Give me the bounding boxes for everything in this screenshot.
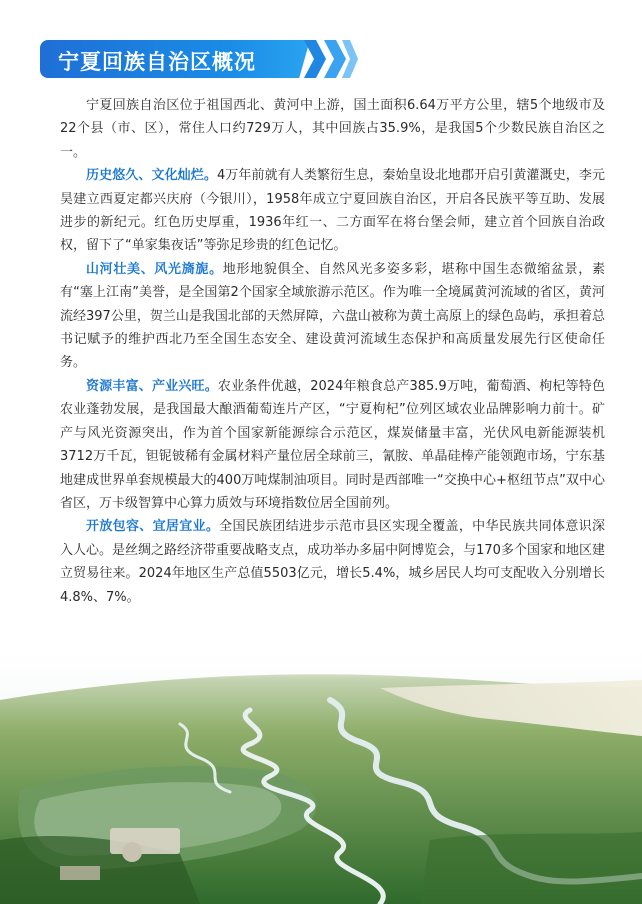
chevron-right-icon <box>340 40 366 78</box>
section-body: 地形地貌俱全、自然风光多姿多彩，堪称中国生态微缩盆景，素有“塞上江南”美誉，是全国第2个国家全域旅游示范区。作为唯一全境属黄河流域的省区，黄河流经397公里，贺兰山是我国北部的天然屏障，六盘山被称为黄土高原上的绿色岛屿，承担着总书记赋予的维护西北乃至全国生态安全、建设黄河流域生态保护和高质量发展先行区使命任务。 <box>60 261 605 371</box>
section-openness <box>60 515 605 609</box>
section-history <box>60 164 605 258</box>
section-heading: 资源丰富、产业兴旺。 <box>86 378 218 394</box>
section-heading: 历史悠久、文化灿烂。 <box>86 168 217 184</box>
section-body: 全国民族团结进步示范市县区实现全覆盖，中华民族共同体意识深入人心。是丝绸之路经济带重要战略支点，成功举办多届中阿博览会，与170多个国家和地区建立贸易往来。2024年地区生产总值5503亿元，增长5.4%，城乡居民人均可支配收入分别增长4.8%、7%。 <box>60 519 605 605</box>
section-heading: 山河壮美、风光旖旎。 <box>86 261 223 277</box>
page-title: 宁夏回族自治区概况 <box>58 50 256 74</box>
section-body: 农业条件优越，2024年粮食总产385.9万吨，葡萄酒、枸杞等特色农业蓬勃发展，是我国最大酿酒葡萄连片产区，“宁夏枸杞”位列区域农业品牌影响力前十。矿产与风光资源突出，作为首个国家新能源综合示范区，煤炭储量丰富，光伏风电新能源装机3712万千瓦，钽铌铍稀有金属材料产量位居全球前三，氰胺、单晶硅棒产能领跑市场，宁东基地建成世界单套规模最大的400万吨煤制油项目。同时是西部唯一“交换中心+枢纽节点”双中心省区，万卡级智算中心算力质效与环境指数位居全国前列。 <box>60 378 605 511</box>
intro-text: 宁夏回族自治区位于祖国西北、黄河中上游，国土面积6.64万平方公里，辖5个地级市及22个县（市、区），常住人口约729万人，其中回族占35.9%，是我国5个少数民族自治区之一。 <box>60 98 605 160</box>
section-landscape <box>60 258 605 375</box>
wetland-river-image <box>0 640 642 904</box>
title-banner <box>40 40 358 78</box>
section-body: 4万年前就有人类繁衍生息，秦始皇设北地郡开启引黄灌溉史，李元昊建立西夏定都兴庆府（今银川），1958年成立宁夏回族自治区，开启各民族平等互助、发展进步的新纪元。红色历史厚重，1936年红一、二方面军在将台堡会师，建立首个回族自治政权，留下了“单家集夜话”等弥足珍贵的红色记忆。 <box>60 168 605 254</box>
landscape-photo <box>0 640 642 904</box>
article-body <box>60 94 605 609</box>
intro-paragraph <box>60 94 605 164</box>
section-resources <box>60 375 605 515</box>
section-heading: 开放包容、宜居宜业。 <box>86 519 220 535</box>
